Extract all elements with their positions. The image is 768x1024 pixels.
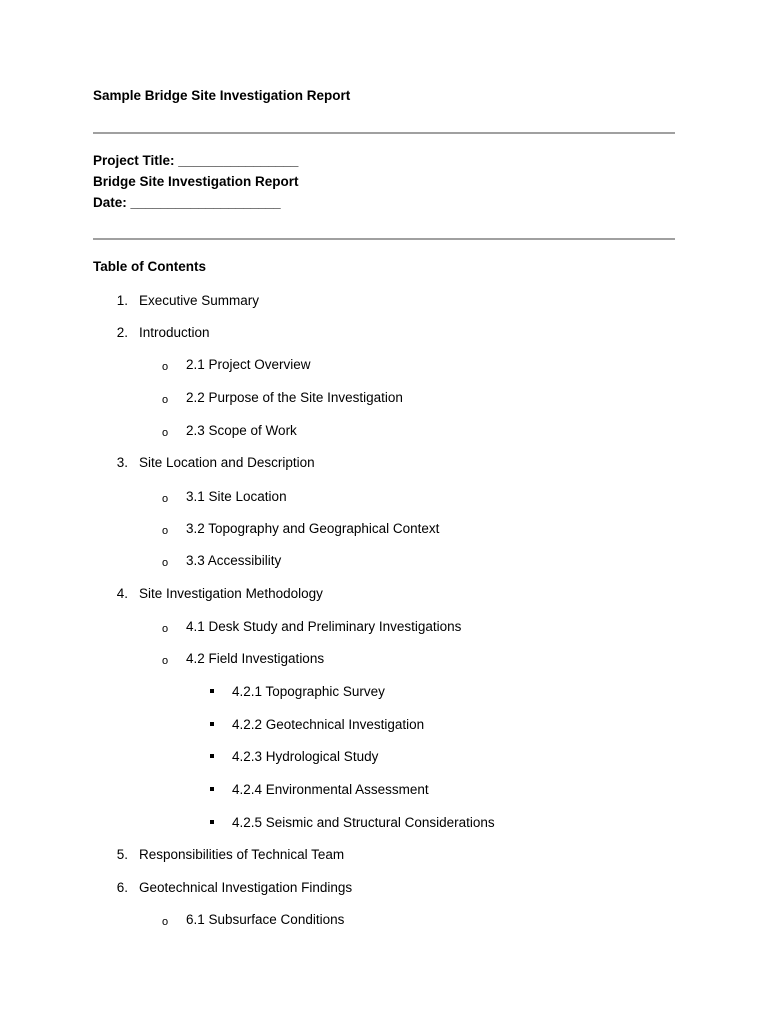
report-name: Bridge Site Investigation Report: [93, 174, 299, 189]
circle-bullet: o: [162, 525, 169, 537]
toc-subitem: 3.3 Accessibility: [186, 553, 282, 568]
toc-number: 5.: [116, 847, 128, 862]
toc-subitem: 6.1 Subsurface Conditions: [186, 912, 345, 927]
toc-number: 2.: [116, 325, 128, 340]
circle-bullet: o: [162, 655, 169, 667]
square-bullet: [210, 787, 214, 791]
toc-subitem: 4.2 Field Investigations: [186, 651, 325, 666]
toc-subsubitem: 4.2.4 Environmental Assessment: [232, 782, 429, 797]
toc-number: 4.: [116, 586, 128, 601]
square-bullet: [210, 820, 214, 824]
divider-bottom: [93, 238, 675, 240]
toc-number: 3.: [116, 455, 128, 470]
toc-item-methodology: Site Investigation Methodology: [139, 586, 323, 601]
circle-bullet: o: [162, 916, 169, 928]
circle-bullet: o: [162, 361, 169, 373]
square-bullet: [210, 689, 214, 693]
toc-item-responsibilities: Responsibilities of Technical Team: [139, 847, 345, 862]
toc-subsubitem: 4.2.5 Seismic and Structural Considerations: [232, 815, 495, 830]
square-bullet: [210, 722, 214, 726]
toc-subitem: 4.1 Desk Study and Preliminary Investigations: [186, 619, 462, 634]
toc-subsubitem: 4.2.2 Geotechnical Investigation: [232, 717, 425, 732]
toc-subitem: 2.3 Scope of Work: [186, 423, 297, 438]
circle-bullet: o: [162, 427, 169, 439]
toc-subitem: 2.1 Project Overview: [186, 357, 311, 372]
toc-number: 1.: [116, 293, 128, 308]
toc-subsubitem: 4.2.1 Topographic Survey: [232, 684, 385, 699]
project-title-field: Project Title: ________________: [93, 153, 299, 168]
circle-bullet: o: [162, 557, 169, 569]
toc-number: 6.: [116, 880, 128, 895]
divider-top: [93, 132, 675, 134]
toc-item-executive-summary: Executive Summary: [139, 293, 260, 308]
toc-heading: Table of Contents: [93, 259, 206, 274]
toc-subsubitem: 4.2.3 Hydrological Study: [232, 749, 379, 764]
circle-bullet: o: [162, 394, 169, 406]
toc-item-introduction: Introduction: [139, 325, 210, 340]
toc-item-site-location: Site Location and Description: [139, 455, 315, 470]
square-bullet: [210, 754, 214, 758]
date-field: Date: ____________________: [93, 195, 281, 210]
toc-subitem: 3.1 Site Location: [186, 489, 287, 504]
toc-subitem: 2.2 Purpose of the Site Investigation: [186, 390, 403, 405]
document-title: Sample Bridge Site Investigation Report: [93, 88, 351, 103]
toc-subitem: 3.2 Topography and Geographical Context: [186, 521, 440, 536]
toc-item-geotechnical-findings: Geotechnical Investigation Findings: [139, 880, 353, 895]
circle-bullet: o: [162, 623, 169, 635]
circle-bullet: o: [162, 493, 169, 505]
